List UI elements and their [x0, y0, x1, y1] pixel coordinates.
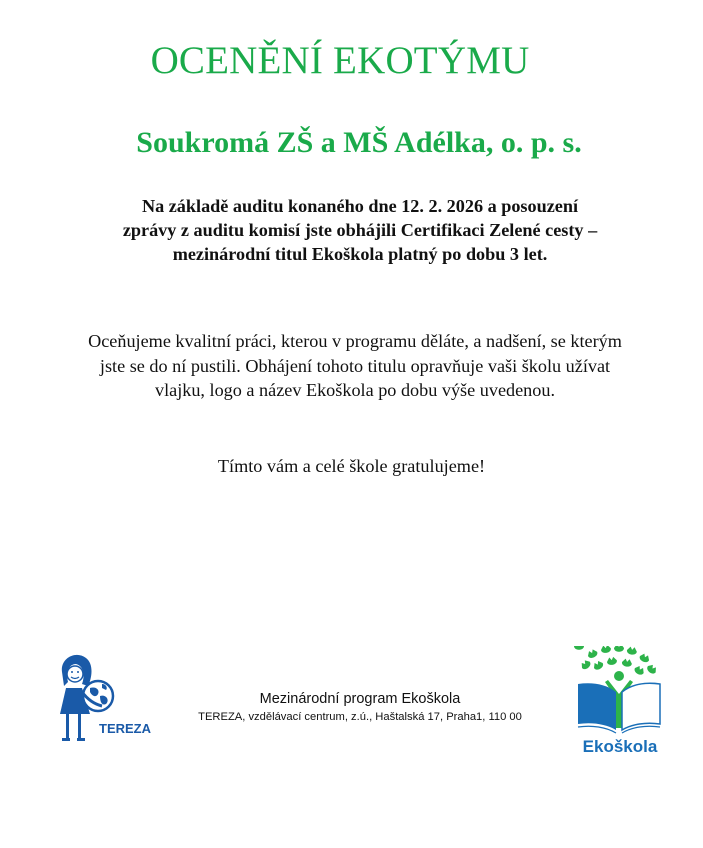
page-title: OCENĚNÍ EKOTÝMU [150, 39, 530, 82]
footer [180, 690, 540, 725]
congratulation-text: Tímto vám a celé škole gratulujeme! [217, 456, 486, 476]
intro-paragraph [60, 194, 660, 266]
ekoskola-tree-book-icon [574, 646, 664, 736]
body-paragraph [40, 329, 670, 403]
footer-address: TEREZA, vzdělávací centrum, z.ú., Haštalská 17, Praha1, 110 00 [198, 711, 522, 723]
intro-line: zprávy z auditu komisí jste obhájili Certifikaci Zelené cesty – [122, 220, 598, 240]
ekoskola-logo-text: Ekoškola [582, 737, 658, 756]
body-line: vlajku, logo a název Ekoškola po dobu výše uvedenou. [154, 380, 556, 400]
body-line: Oceňujeme kvalitní práci, kterou v programu děláte, a nadšení, se kterým [88, 331, 622, 351]
body-line: jste se do ní pustili. Obhájení tohoto titulu opravňuje vaši školu užívat [99, 355, 611, 376]
tereza-logo-text: TEREZA [99, 721, 151, 736]
intro-line: mezinárodní titul Ekoškola platný po dobu 3 let. [172, 244, 548, 264]
intro-line: Na základě auditu konaného dne 12. 2. 2026 a posouzení [141, 196, 579, 216]
footer-program: Mezinárodní program Ekoškola [259, 691, 461, 707]
school-name: Soukromá ZŠ a MŠ Adélka, o. p. s. [136, 126, 582, 159]
